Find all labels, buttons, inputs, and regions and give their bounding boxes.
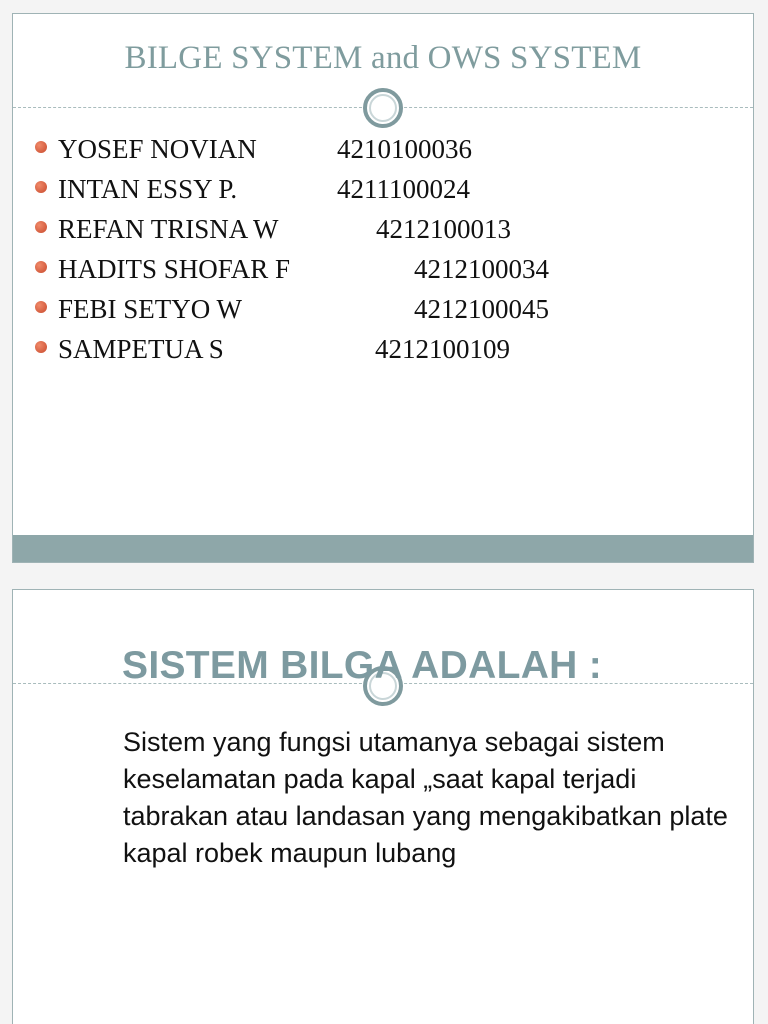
slide-1 — [12, 13, 754, 563]
member-id: 4211100024 — [337, 174, 470, 204]
slide-2-body-text: Sistem yang fungsi utamanya sebagai sistem keselamatan pada kapal „saat kapal terjadi tabrakan atau landasan yang mengakibatkan plate kapal robek maupun lubang — [123, 727, 728, 868]
member-id: 4210100036 — [337, 134, 472, 164]
bullet-icon — [35, 261, 47, 273]
bullet-icon — [35, 221, 47, 233]
footer-bar — [13, 535, 753, 562]
member-id: 4212100045 — [414, 294, 549, 324]
slide-1-title: BILGE SYSTEM and OWS SYSTEM — [124, 40, 642, 76]
bullet-icon — [35, 301, 47, 313]
member-name: REFAN TRISNA W — [58, 214, 279, 244]
member-name: SAMPETUA S — [58, 334, 224, 364]
member-name: HADITS SHOFAR F — [58, 254, 291, 284]
slide-2 — [12, 589, 754, 1024]
member-id: 4212100013 — [376, 214, 511, 244]
member-name: FEBI SETYO W — [58, 294, 243, 324]
bullet-icon — [35, 341, 47, 353]
member-id: 4212100034 — [414, 254, 549, 284]
bullet-icon — [35, 181, 47, 193]
member-id: 4212100109 — [375, 334, 510, 364]
member-name: YOSEF NOVIAN — [58, 134, 257, 164]
member-name: INTAN ESSY P. — [58, 174, 238, 204]
ring-ornament-icon — [363, 88, 403, 128]
bullet-icon — [35, 141, 47, 153]
slide-2-title: SISTEM BILGA ADALAH : — [122, 644, 603, 687]
